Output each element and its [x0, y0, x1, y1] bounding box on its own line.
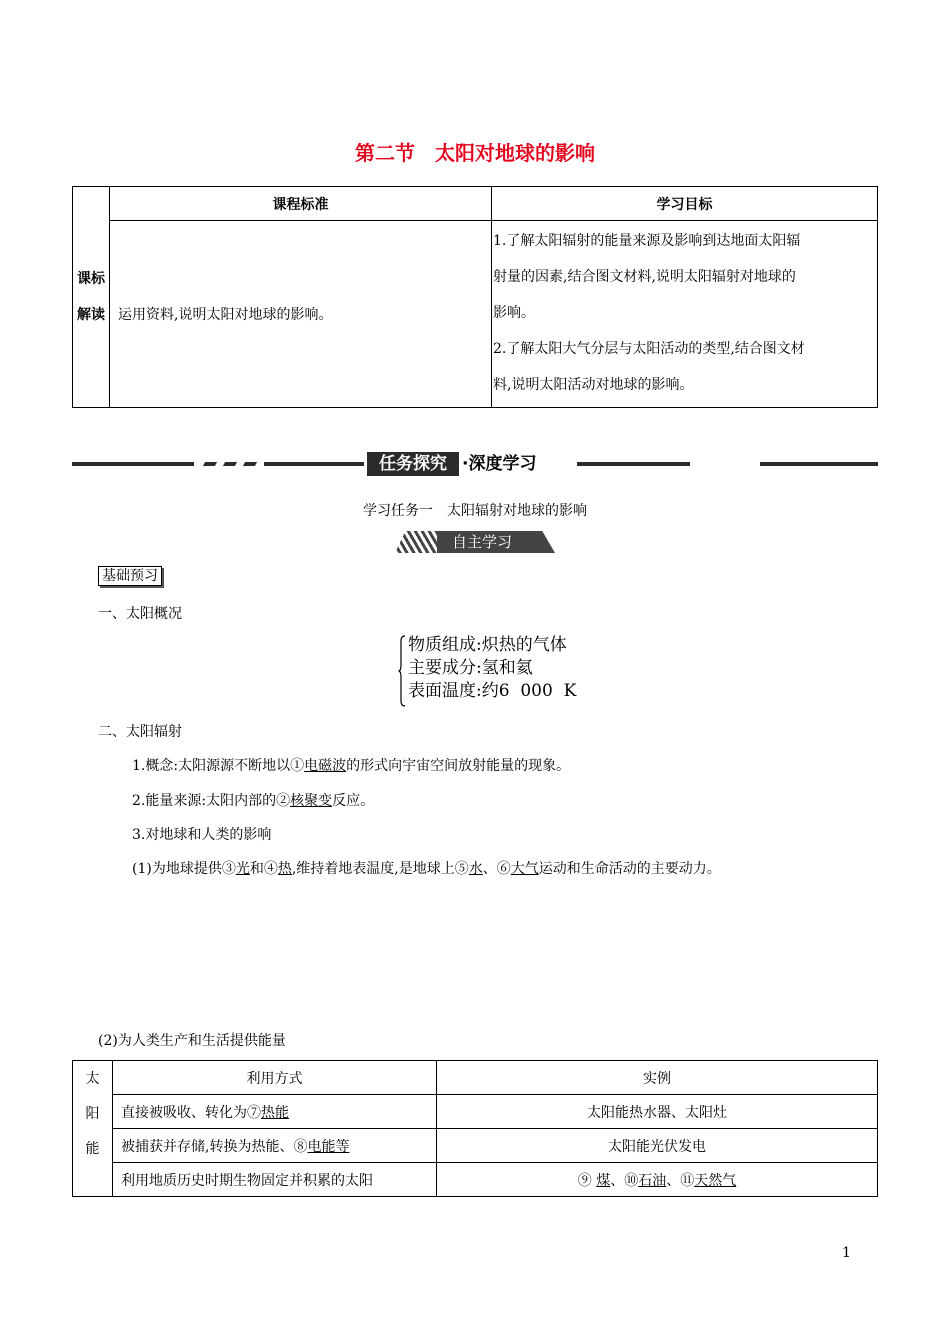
- sun-fact: 表面温度:约6 000 K: [408, 681, 577, 701]
- section-heading-1: 一、太阳概况: [98, 606, 182, 622]
- side-char: 能: [85, 1141, 100, 1157]
- section-heading-2: 二、太阳辐射: [98, 724, 182, 740]
- table-side-label: [73, 1061, 113, 1197]
- text-span: 被捕获并存储,转换为热能、⑧: [121, 1138, 308, 1155]
- goal-line: 料,说明太阳活动对地球的影响。: [493, 377, 694, 393]
- answer-blank: 核聚变: [290, 793, 333, 809]
- answer-blank: 煤: [596, 1172, 611, 1189]
- use-cell: [113, 1129, 437, 1163]
- use-cell: 利用地质历史时期生物固定并积累的太阳: [113, 1163, 437, 1197]
- use-cell: [113, 1095, 437, 1129]
- sun-fact: 主要成分:氢和氦: [408, 658, 533, 678]
- banner-text: ·深度学习: [462, 454, 537, 474]
- task-title: 学习任务一 太阳辐射对地球的影响: [363, 503, 587, 519]
- header-use: 利用方式: [113, 1061, 437, 1095]
- text-span: (1)为地球提供③: [132, 861, 236, 877]
- text-span: 、⑪: [666, 1172, 695, 1189]
- example-cell: 太阳能热水器、太阳灶: [437, 1095, 878, 1129]
- side-char: 阳: [85, 1106, 100, 1122]
- banner-box: 任务探究: [367, 452, 459, 476]
- goal-line: 1.了解太阳辐射的能量来源及影响到达地面太阳辐: [493, 233, 801, 249]
- banner-line-right: [577, 462, 690, 466]
- page-number: 1: [842, 1245, 851, 1261]
- text-span: ⑨: [577, 1172, 597, 1189]
- ribbon-label: 自主学习: [451, 533, 512, 551]
- sun-facts-list: [408, 634, 576, 703]
- solar-energy-table: [72, 1060, 878, 1197]
- example-cell: 太阳能光伏发电: [437, 1129, 878, 1163]
- impact-heading: 3.对地球和人类的影响: [132, 827, 272, 843]
- banner-dash: [203, 462, 217, 466]
- text-span: 2.能量来源:太阳内部的②: [132, 793, 291, 809]
- text-span: 直接被吸收、转化为⑦: [121, 1104, 261, 1121]
- answer-blank: 天然气: [694, 1172, 737, 1189]
- answer-blank: 石油: [638, 1172, 667, 1189]
- concept-line: [132, 755, 570, 775]
- banner-line-left: [72, 462, 194, 466]
- sun-fact: 物质组成:炽热的气体: [408, 635, 567, 655]
- impact-line-1: [132, 858, 721, 878]
- goal-line: 影响。: [493, 305, 535, 321]
- answer-blank: 水: [468, 861, 483, 877]
- banner-line-mid: [264, 462, 364, 466]
- banner-line-far-right: [760, 462, 878, 466]
- answer-blank: 大气: [510, 861, 539, 877]
- text-span: 、⑩: [610, 1172, 639, 1189]
- table-row: [73, 1095, 878, 1129]
- text-span: 、⑥: [482, 861, 511, 877]
- side-label-line1: 课标: [77, 271, 105, 287]
- banner-dash: [243, 462, 257, 466]
- text-span: ,维持着地表温度,是地球上⑤: [291, 861, 469, 877]
- self-study-ribbon: [395, 531, 555, 553]
- answer-blank: 电磁波: [304, 758, 347, 774]
- col-header-goals: 学习目标: [492, 187, 878, 221]
- goal-line: 2.了解太阳大气分层与太阳活动的类型,结合图文材: [493, 341, 805, 357]
- goals-cell: [492, 221, 878, 408]
- section-banner: [72, 452, 878, 478]
- banner-dash: [223, 462, 237, 466]
- answer-blank: 电能: [307, 1138, 336, 1155]
- text-span: 和④: [249, 861, 278, 877]
- example-cell: [437, 1163, 878, 1197]
- text-span: 反应。: [332, 793, 375, 809]
- side-label-line2: 解读: [77, 307, 105, 323]
- answer-blank: 热能: [261, 1104, 289, 1121]
- brace-icon: [398, 635, 406, 707]
- text-span: 运动和生命活动的主要动力。: [538, 861, 721, 877]
- table-row: [73, 1129, 878, 1163]
- text-span: 的形式向宇宙空间放射能量的现象。: [346, 758, 571, 774]
- impact-line-2: (2)为人类生产和生活提供能量: [98, 1033, 286, 1049]
- text-span: 1.概念:太阳源源不断地以①: [132, 758, 305, 774]
- energy-source-line: [132, 790, 374, 810]
- preview-tag: 基础预习: [98, 566, 162, 586]
- answer-blank: 热: [277, 861, 292, 877]
- curriculum-standards-table: [72, 186, 878, 408]
- side-char: 太: [85, 1071, 100, 1087]
- ribbon-stripes: [395, 531, 437, 553]
- table-row: [73, 1163, 878, 1197]
- table-side-label: [73, 187, 110, 408]
- standard-cell: 运用资料,说明太阳对地球的影响。: [110, 221, 492, 408]
- col-header-standard: 课程标准: [110, 187, 492, 221]
- page-title: 第二节 太阳对地球的影响: [355, 141, 595, 165]
- answer-blank: 光: [235, 861, 250, 877]
- header-example: 实例: [437, 1061, 878, 1095]
- text-span: 等: [335, 1138, 350, 1155]
- goal-line: 射量的因素,结合图文材料,说明太阳辐射对地球的: [493, 269, 796, 285]
